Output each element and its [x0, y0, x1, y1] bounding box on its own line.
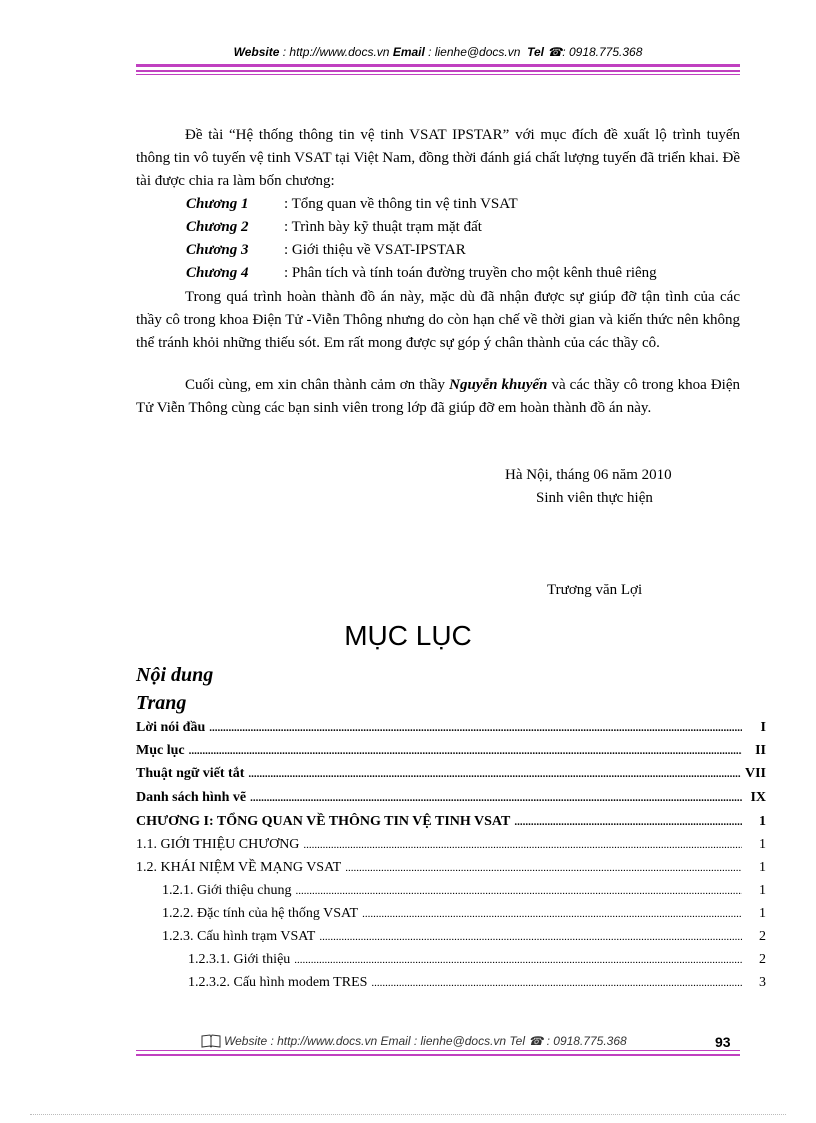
signature-name: Trương văn Lợi — [547, 582, 643, 598]
paragraph3-start: Cuối cùng, em xin chân thành cảm ơn thầy — [185, 377, 450, 393]
header-rule-top — [136, 64, 740, 67]
toc-entry[interactable] — [162, 883, 766, 903]
chapter-label: Chương 1 — [186, 196, 249, 212]
toc-leader-dots — [296, 885, 743, 897]
email-label: Email — [392, 45, 425, 59]
toc-entry-page: 1 — [759, 883, 766, 898]
chapter-line-4 — [186, 262, 657, 285]
toc-entry[interactable] — [162, 929, 766, 949]
toc-entry-page: IX — [750, 790, 766, 805]
toc-chapter-entry[interactable] — [136, 814, 766, 834]
toc-entry-page: 1 — [759, 814, 766, 829]
chapter-label: Chương 4 — [186, 265, 249, 281]
toc-entry-text: 1.2.2. Đặc tính của hệ thống VSAT — [162, 906, 359, 921]
toc-entry-text: Mục lục — [136, 743, 185, 758]
signature-place-date: Hà Nội, tháng 06 năm 2010 — [505, 467, 672, 483]
intro-paragraph-1: Đề tài “Hệ thống thông tin vệ tinh VSAT IPSTAR” với mục đích đề xuất lộ trình tuyến thông tin vô tuyến vệ tinh VSAT tại Việt Nam, đồng thời đánh giá chất lượng tuyến đã triển khai. Đề tài được chia ra làm bốn chương: — [136, 127, 740, 189]
toc-entry-text: 1.2.3.1. Giới thiệu — [188, 952, 291, 967]
toc-entry-page: 2 — [759, 952, 766, 967]
chapter-label: Chương 2 — [186, 219, 249, 235]
toc-entry-page: VII — [744, 766, 766, 781]
toc-leader-dots — [345, 862, 742, 874]
toc-entry[interactable] — [136, 743, 766, 763]
toc-entry[interactable] — [136, 860, 766, 880]
toc-column-page: Trang — [136, 692, 187, 714]
toc-entry[interactable] — [136, 766, 766, 786]
book-icon — [201, 1034, 221, 1048]
toc-entry[interactable] — [136, 720, 766, 740]
toc-column-content: Nội dung — [136, 664, 214, 686]
paragraph3-end: và các thầy cô trong khoa Điện Tử Viễn Thông cùng các bạn sinh viên trong lớp đã giúp đỡ em hoàn thành đồ án này. — [136, 377, 740, 416]
toc-entry-page: 1 — [759, 860, 766, 875]
website-label: Website — [233, 45, 280, 59]
toc-entry-page: 2 — [759, 929, 766, 944]
chapter-line-2 — [186, 216, 482, 239]
toc-entry-page: I — [760, 720, 766, 735]
intro-paragraph-3 — [136, 374, 740, 420]
footer-text: Website : http://www.docs.vn Email : lienhe@docs.vn Tel ☎ : 0918.775.368 — [224, 1034, 627, 1048]
toc-entry-text: Danh sách hình vẽ — [136, 790, 247, 805]
toc-entry-text: 1.2.1. Giới thiệu chung — [162, 883, 292, 898]
header-rule-bottom — [136, 74, 740, 75]
chapter-text: : Giới thiệu về VSAT-IPSTAR — [284, 242, 466, 258]
chapter-text: : Tổng quan về thông tin vệ tinh VSAT — [284, 196, 518, 212]
toc-entry-text: 1.1. GIỚI THIỆU CHƯƠNG — [136, 837, 300, 852]
toc-leader-dots — [189, 745, 742, 757]
toc-entry-text: 1.2.3.2. Cấu hình modem TRES — [188, 975, 368, 990]
website-url[interactable]: http://www.docs.vn — [289, 45, 390, 59]
header-rule-mid — [136, 70, 740, 72]
chapter-text: : Trình bày kỹ thuật trạm mặt đất — [284, 219, 482, 235]
toc-entry-text: 1.2.3. Cấu hình trạm VSAT — [162, 929, 316, 944]
tel-label: Tel — [527, 45, 544, 59]
toc-leader-dots — [294, 954, 742, 966]
phone-icon: ☎ — [547, 45, 563, 59]
toc-leader-dots — [209, 722, 742, 734]
toc-entry-page: 3 — [759, 975, 766, 990]
footer-rule-top — [136, 1050, 740, 1051]
advisor-name: Nguyễn khuyến — [449, 377, 548, 393]
toc-leader-dots — [514, 816, 742, 828]
page-bottom-border — [30, 1114, 786, 1115]
toc-entry[interactable] — [188, 975, 766, 995]
toc-leader-dots — [303, 839, 742, 851]
toc-entry[interactable] — [188, 952, 766, 972]
page-number: 93 — [715, 1034, 731, 1050]
toc-entry-text: 1.2. KHÁI NIỆM VỀ MẠNG VSAT — [136, 860, 342, 875]
footer-rule-bottom — [136, 1054, 740, 1056]
signature-role: Sinh viên thực hiện — [536, 490, 653, 506]
toc-entry-page: II — [755, 743, 766, 758]
toc-leader-dots — [319, 931, 742, 943]
toc-entry-page: 1 — [759, 837, 766, 852]
toc-entry-text: Lời nói đầu — [136, 720, 206, 735]
toc-entry-text: Thuật ngữ viết tắt — [136, 766, 245, 781]
chapter-text: : Phân tích và tính toán đường truyền cho một kênh thuê riêng — [284, 265, 657, 281]
chapter-line-1 — [186, 193, 518, 216]
toc-leader-dots — [371, 977, 742, 989]
intro-paragraph-2: Trong quá trình hoàn thành đồ án này, mặc dù đã nhận được sự giúp đỡ tận tình của các thầy cô trong khoa Điện Tử -Viễn Thông nhưng do còn hạn chế về thời gian và kiến thức nên không thể tránh khỏi những thiếu sót. Em rất mong được sự góp ý chân thành của các thầy cô. — [136, 289, 740, 351]
toc-title: MỤC LỤC — [344, 620, 472, 651]
toc-entry[interactable] — [136, 790, 766, 810]
toc-entry-text: CHƯƠNG I: TỔNG QUAN VỀ THÔNG TIN VỆ TINH VSAT — [136, 814, 511, 829]
toc-leader-dots — [248, 768, 741, 780]
website-sep: : — [279, 45, 290, 59]
tel-value: : 0918.775.368 — [562, 45, 643, 59]
email-value[interactable]: lienhe@docs.vn — [434, 45, 521, 59]
chapter-line-3 — [186, 239, 466, 262]
toc-leader-dots — [362, 908, 742, 920]
toc-leader-dots — [250, 792, 742, 804]
toc-entry-page: 1 — [759, 906, 766, 921]
email-sep: : — [424, 45, 435, 59]
toc-entry[interactable] — [136, 837, 766, 857]
toc-entry[interactable] — [162, 906, 766, 926]
page-header — [136, 45, 740, 59]
chapter-label: Chương 3 — [186, 242, 249, 258]
